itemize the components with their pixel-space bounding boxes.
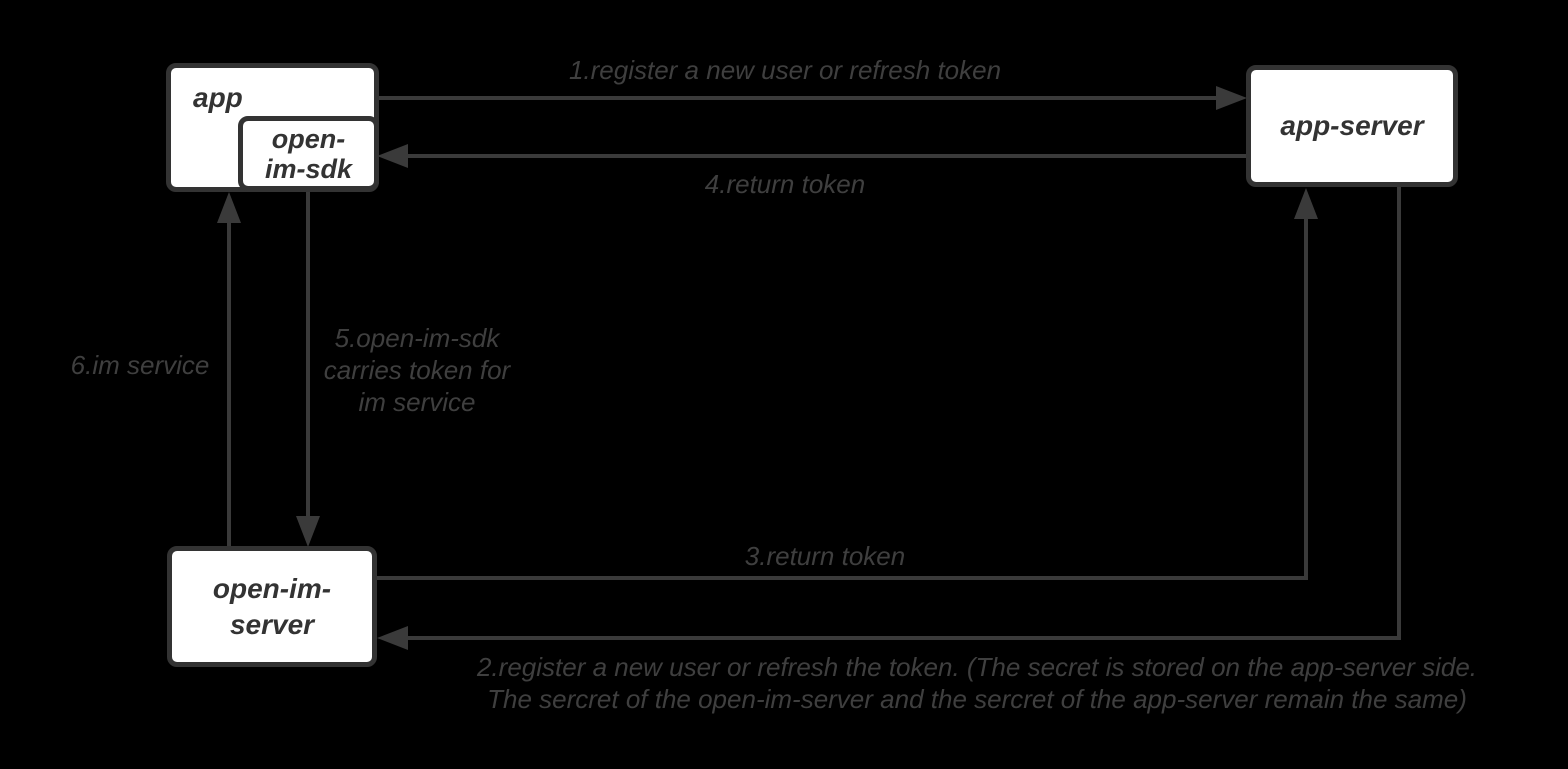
edge-1-register-new-user — [377, 86, 1247, 110]
edge-5-label-line1: 5.open-im-sdk — [334, 323, 500, 353]
arrowhead-up-icon — [1294, 188, 1318, 219]
arrowhead-right-icon — [1216, 86, 1247, 110]
edge-4-label: 4.return token — [704, 169, 866, 199]
edge-3-return-token — [377, 188, 1318, 578]
edge-6-im-service — [217, 192, 241, 548]
edge-5-label-line2: carries token for — [323, 355, 511, 385]
edge-1-label: 1.register a new user or refresh token — [568, 55, 1002, 85]
edge-2-register-refresh — [377, 185, 1399, 650]
edge-5-label — [324, 322, 510, 418]
arrowhead-down-icon — [296, 516, 320, 547]
edge-2-label — [477, 651, 1477, 715]
edge-5-label-line3: im service — [358, 387, 476, 417]
node-open-im-sdk-label-line1: open- — [271, 123, 346, 154]
node-app-server-label: app-server — [1280, 110, 1424, 141]
edge-5-sdk-carries-token — [296, 186, 320, 547]
node-open-im-server-label-line1: open-im- — [212, 572, 332, 604]
node-open-im-server — [167, 546, 377, 667]
edge-3-label: 3.return token — [744, 541, 906, 571]
node-app-server — [1246, 65, 1458, 187]
arrowhead-up-icon — [217, 192, 241, 223]
edge-line — [377, 218, 1306, 578]
node-open-im-sdk — [238, 116, 379, 191]
edge-4-return-token — [377, 144, 1248, 168]
edge-2-label-line2: The sercret of the open-im-server and the sercret of the app-server remain the same) — [487, 684, 1467, 714]
node-open-im-server-label-line2: server — [229, 608, 315, 640]
node-app-label: app — [193, 82, 243, 113]
arrowhead-left-icon — [377, 626, 408, 650]
node-open-im-sdk-label-line2: im-sdk — [264, 153, 353, 184]
edge-6-label: 6.im service — [70, 350, 210, 380]
edge-2-label-line1: 2.register a new user or refresh the token. (The secret is stored on the app-server side. — [476, 652, 1478, 682]
arrowhead-left-icon — [377, 144, 408, 168]
